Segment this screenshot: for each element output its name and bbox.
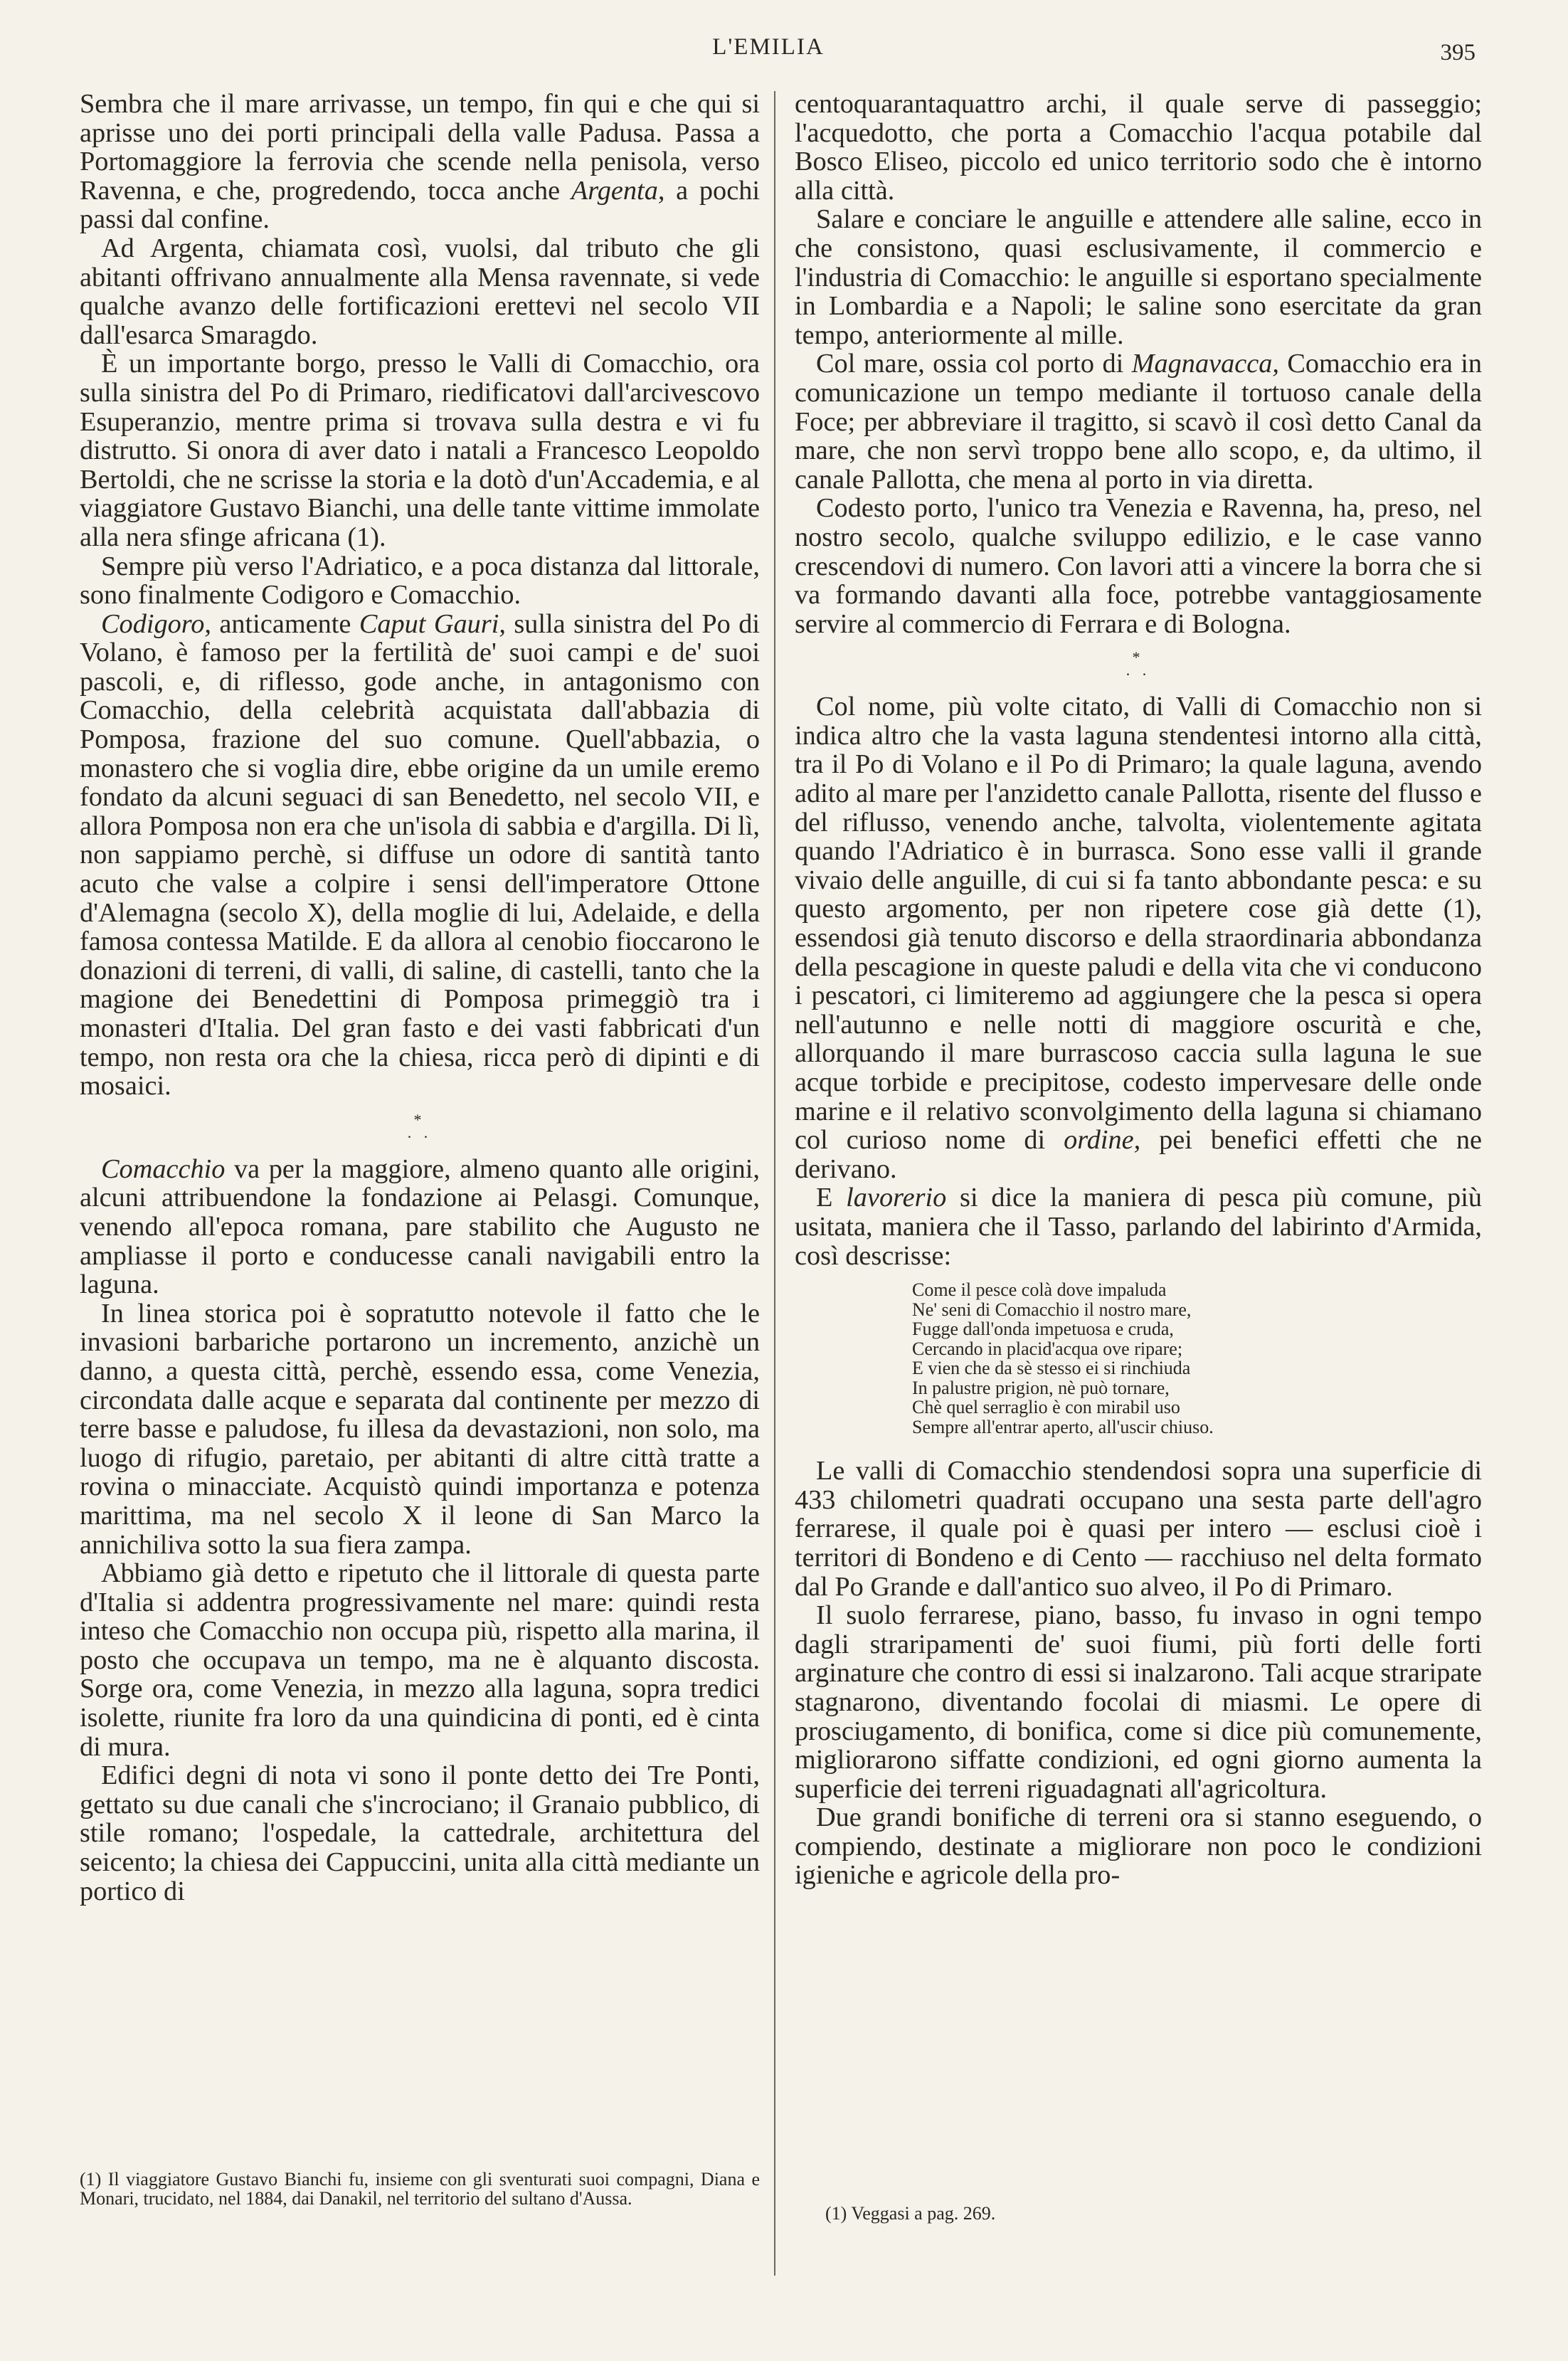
verse-quotation <box>912 1280 1482 1437</box>
section-separator: * . . <box>1125 648 1151 680</box>
paragraph: Sempre più verso l'Adriatico, e a poca distanza dal littorale, sono finalmente Codigoro e Comacchio. <box>80 551 760 611</box>
verse-line: In palustre prigion, nè può tornare, <box>912 1377 1170 1398</box>
paragraph: In linea storica poi è sopratutto notevole il fatto che le invasioni barbariche portarono un incremento, anzichè un danno, a questa città, perchè, essendo essa, come Venezia, circondata dalle acque e separata dal continente per mezzo di terre basse e paludose, fu illesa da devastazioni, non solo, ma luogo di rifugio, paretaio, per abitanti di altre città tratte a rovina o minacciate. Acquistò quindi importanza e potenza marittima, ma nel secolo X il leone di San Marco la annichiliva sotto la sua fiera zampa. <box>80 1298 760 1560</box>
paragraph: Col nome, più volte citato, di Valli di Comacchio non si indica altro che la vasta laguna stendentesi intorno alla città, tra il Po di Volano e il Po di Primaro; la quale laguna, avendo adito al mare per l'anzidetto canale Pallotta, risente del flusso e del riflusso, venendo anche, talvolta, violentemente agitata quando l'Adriatico è in burrasca. Sono esse valli il grande vivaio delle anguille, di cui si fa tanto abbondante pesca: e su questo argomento, per non ripetere cose già dette (1), essendosi già tenuto discorso e della straordinaria abbondanza della pescagione in queste paludi e della vita che vi conducono i pescatori, ci limiteremo ad aggiungere che la pesca si opera nell'autunno e nelle notti di maggiore oscurità e che, allorquando il mare burrascoso caccia sulla laguna le sue acque torbide e precipitose, codesto impervesare delle onde marine e il relativo sconvolgimento della laguna si chiamano col curioso nome di ordine, pei benefici effetti che ne derivano. <box>795 692 1482 1184</box>
section-separator: * . . <box>407 1110 433 1141</box>
paragraph: Ad Argenta, chiamata così, vuolsi, dal tributo che gli abitanti offrivano annualmente alla Mensa ravennate, si vede qualche avanzo delle fortificazioni erettevi nel secolo VII dall'esarca Smaragdo. <box>80 233 760 350</box>
running-head <box>0 34 1568 70</box>
paragraph: Edifici degni di nota vi sono il ponte detto dei Tre Ponti, gettato su due canali che s'incrociano; il Granaio pubblico, di stile romano; l'ospedale, la cattedrale, architettura del seicento; la chiesa dei Cappuccini, unita alla città mediante un portico di <box>80 1760 760 1906</box>
verse-line: Ne' seni di Comacchio il nostro mare, <box>912 1299 1192 1320</box>
verse-line: Cercando in placid'acqua ove ripare; <box>912 1338 1183 1359</box>
verse-line: Fugge dall'onda impetuosa e cruda, <box>912 1319 1174 1340</box>
paragraph: Sembra che il mare arrivasse, un tempo, fin qui e che qui si aprisse uno dei porti principali della valle Padusa. Passa a Portomaggiore la ferrovia che scende nella penisola, verso Ravenna, e che, progredendo, tocca anche Argenta, a pochi passi dal confine. <box>80 89 760 235</box>
paragraph: Col mare, ossia col porto di Magnavacca, Comacchio era in comunicazione un tempo mediante il tortuoso canale della Foce; per abbreviare il tragitto, si scavò il così detto Canal da mare, che non servì troppo bene allo scopo, e, da ultimo, il canale Pallotta, che mena al porto in via diretta. <box>795 349 1482 495</box>
verse-line: E vien che da sè stesso ei si rinchiuda <box>912 1358 1191 1379</box>
paragraph: E lavorerio si dice la maniera di pesca più comune, più usitata, maniera che il Tasso, parlando del labirinto d'Armida, così descrisse: <box>795 1183 1482 1271</box>
paragraph: Codigoro, anticamente Caput Gauri, sulla sinistra del Po di Volano, è famoso per la fertilità de' suoi campi e de' suoi pascoli, e, di riflesso, gode anche, in antagonismo con Comacchio, della celebrità acquistata dall'abbazia di Pomposa, frazione del suo comune. Quell'abbazia, o monastero che si voglia dire, ebbe origine da un umile eremo fondato da alcuni seguaci di san Benedetto, nel secolo VII, e allora Pomposa non era che un'isola di sabbia e d'argilla. Di lì, non sappiamo perchè, si diffuse un odore di santità tanto acuto che valse a colpire i sensi dell'imperatore Ottone d'Alemagna (secolo X), della moglie di lui, Adelaide, e della famosa contessa Matilde. E da allora al cenobio fioccarono le donazioni di terreni, di valli, di saline, di castelli, tanto che la magione dei Benedettini di Pomposa primeggiò tra i monasteri d'Italia. Del gran fasto e dei vasti fabbricati d'un tempo, non resta ora che la chiesa, ricca però di dipinti e di mosaici. <box>80 608 760 1102</box>
verse-line: Sempre all'entrar aperto, all'uscir chiuso. <box>912 1416 1214 1437</box>
verse-line: Chè quel serraglio è con mirabil uso <box>912 1397 1180 1418</box>
paragraph: Abbiamo già detto e ripetuto che il littorale di questa parte d'Italia si addentra progressivamente nel mare: quindi resta inteso che Comacchio non occupa più, rispetto alla marina, il posto che occupava un tempo, ma ne è alquanto discosta. Sorge ora, come Venezia, in mezzo alla laguna, sopra tredici isolette, riunite fra loro da una quindicina di ponti, ed è cinta di mura. <box>80 1558 760 1762</box>
right-column <box>795 90 1482 1890</box>
paragraph: Il suolo ferrarese, piano, basso, fu invaso in ogni tempo dagli straripamenti de' suoi fiumi, più forti delle forti arginature che contro di essi si inalzarono. Tali acque straripate stagnarono, diventando focolai di miasmi. Le opere di prosciugamento, di bonifica, come si dice più comunemente, migliorarono siffatte condizioni, ed ogni giorno aumenta la superficie dei terreni riguadagnati all'agricoltura. <box>795 1600 1482 1804</box>
paragraph: Comacchio va per la maggiore, almeno quanto alle origini, alcuni attribuendone la fondazione ai Pelasgi. Comunque, venendo all'epoca romana, pare stabilito che Augusto ne ampliasse il porto e conducesse canali navigabili entro la laguna. <box>80 1153 760 1300</box>
page-number: 395 <box>1440 40 1476 65</box>
column-rule <box>774 91 775 2276</box>
footnote-left: (1) Il viaggiatore Gustavo Bianchi fu, insieme con gli sventurati suoi compagni, Diana e Monari, trucidato, nel 1884, dai Danakil, nel territorio del sultano d'Aussa. <box>80 2169 760 2209</box>
paragraph: Due grandi bonifiche di terreni ora si stanno eseguendo, o compiendo, destinate a migliorare non poco le condizioni igieniche e agricole della pro- <box>795 1802 1482 1891</box>
left-column <box>80 90 760 1906</box>
verse-line: Come il pesce colà dove impaluda <box>912 1279 1167 1301</box>
paragraph: Le valli di Comacchio stendendosi sopra una superficie di 433 chilometri quadrati occupano una sesta parte dell'agro ferrarese, il quale poi è quasi per intero — esclusi cioè i territori di Bondeno e di Cento — racchiuso nel delta formato dal Po Grande e dall'antico suo alveo, il Po di Primaro. <box>795 1456 1482 1602</box>
paragraph: Codesto porto, l'unico tra Venezia e Ravenna, ha, preso, nel nostro secolo, qualche sviluppo edilizio, e le case vanno crescendovi di numero. Con lavori atti a vincere la borra che si va formando davanti alla foce, potrebbe vantaggiosamente servire al commercio di Ferrara e di Bologna. <box>795 493 1482 639</box>
paragraph: È un importante borgo, presso le Valli di Comacchio, ora sulla sinistra del Po di Primaro, riedificatovi dall'arcivescovo Esuperanzio, mentre prima si trovava sulla destra e vi fu distrutto. Si onora di aver dato i natali a Francesco Leopoldo Bertoldi, che ne scrisse la storia e la dotò d'un'Accademia, e al viaggiatore Gustavo Bianchi, una delle tante vittime immolate alla nera sfinge africana (1). <box>80 349 760 552</box>
paragraph: Salare e conciare le anguille e attendere alle saline, ecco in che consistono, quasi esclusivamente, il commercio e l'industria di Comacchio: le anguille si esportano specialmente in Lombardia e a Napoli; le saline sono esercitate da gran tempo, anteriormente al mille. <box>795 204 1482 350</box>
footnote-right: (1) Veggasi a pag. 269. <box>825 2203 996 2224</box>
chapter-title: L'EMILIA <box>712 34 825 60</box>
paragraph: centoquarantaquattro archi, il quale serve di passeggio; l'acquedotto, che porta a Comacchio l'acqua potabile dal Bosco Eliseo, piccolo ed unico territorio sodo che è intorno alla città. <box>795 89 1482 206</box>
